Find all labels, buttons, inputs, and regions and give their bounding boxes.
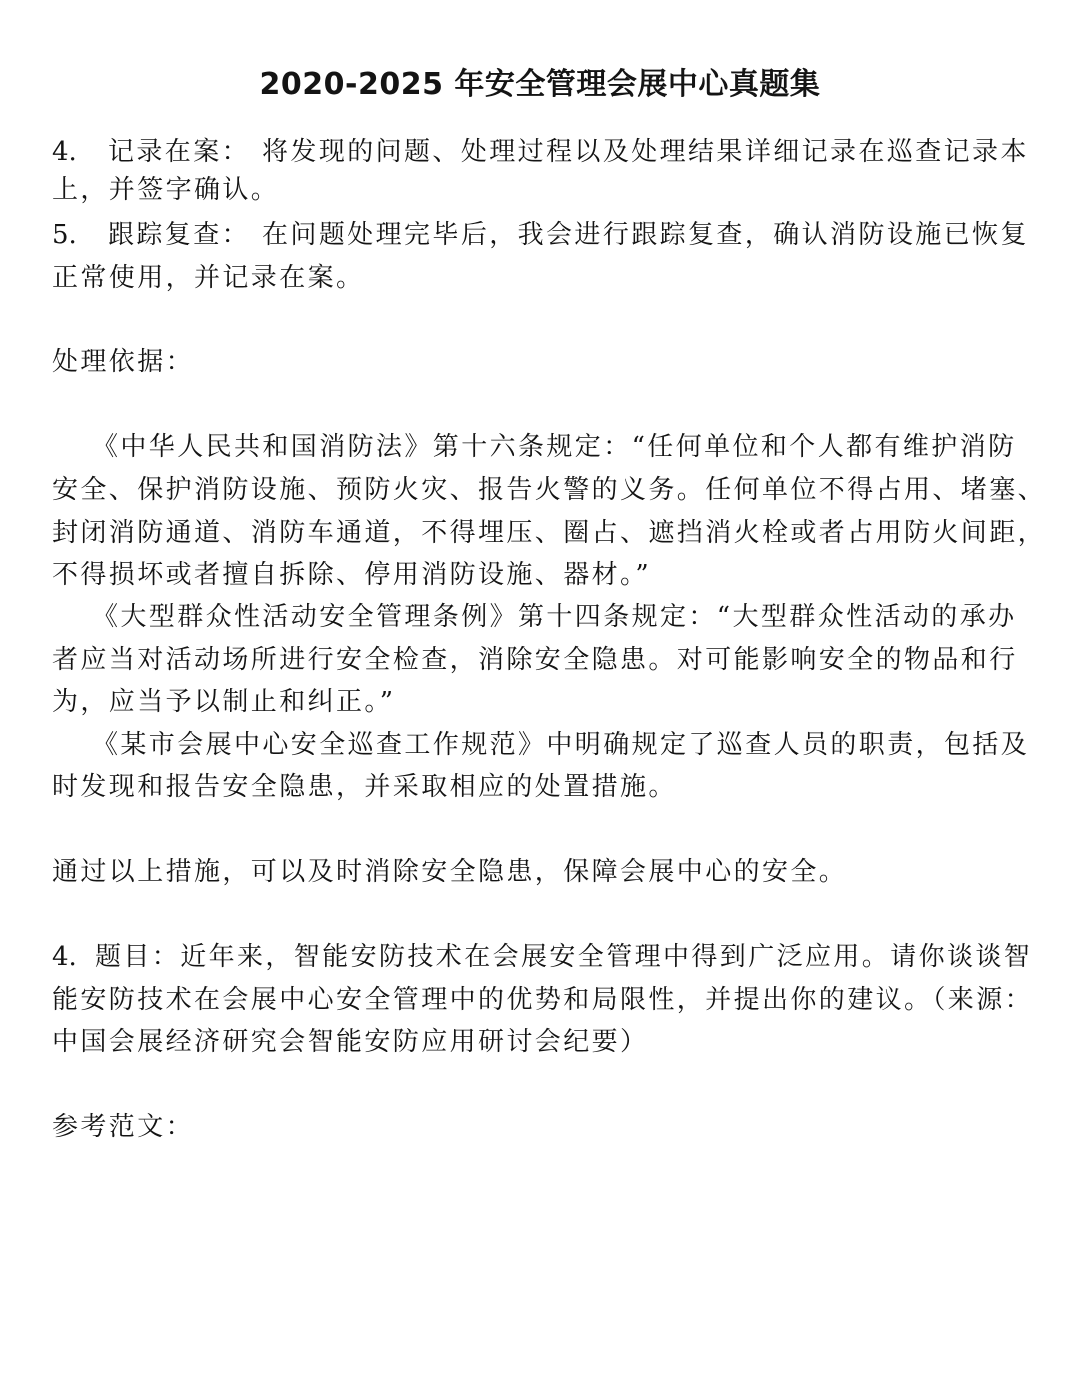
step-number: 4. [52,137,77,167]
basis-paragraph-2-line: 者应当对活动场所进行安全检查，消除安全隐患。对可能影响安全的物品和行 [52,645,1018,675]
basis-paragraph-1-line: 不得损坏或者擅自拆除、停用消防设施、器材。” [52,560,652,590]
step-4-continuation: 上，并签字确认。 [52,175,280,205]
page-title: 2020-2025 年安全管理会展中心真题集 [259,67,821,102]
reference-heading: 参考范文： [52,1112,195,1142]
step-text: 将发现的问题、处理过程以及处理结果详细记录在巡查记录本 [262,137,1029,167]
basis-paragraph-1-line: 安全、保护消防设施、预防火灾、报告火警的义务。任何单位不得占用、堵塞、 [52,475,1047,505]
step-5-line [52,215,1029,255]
question-line: 中国会展经济研究会智能安防应用研讨会纪要） [52,1027,649,1057]
step-5-continuation: 正常使用，并记录在案。 [52,263,365,293]
step-text: 在问题处理完毕后，我会进行跟踪复查，确认消防设施已恢复 [262,220,1029,250]
basis-paragraph-2-line: 《大型群众性活动安全管理条例》第十四条规定：“大型群众性活动的承办 [92,602,1017,632]
step-label: 跟踪复查： [108,220,251,250]
basis-paragraph-2-line: 为，应当予以制止和纠正。” [52,687,396,717]
question-line: 能安防技术在会展中心安全管理中的优势和局限性，并提出你的建议。（来源： [52,985,1034,1015]
question-line [52,937,1032,977]
conclusion-text: 通过以上措施，可以及时消除安全隐患，保障会展中心的安全。 [52,857,848,887]
question-number: 4. [52,942,77,972]
question-text: 题目：近年来，智能安防技术在会展安全管理中得到广泛应用。请你谈谈智 [95,942,1033,972]
basis-heading: 处理依据： [52,347,195,377]
basis-paragraph-1-line: 《中华人民共和国消防法》第十六条规定：“任何单位和个人都有维护消防 [92,432,1017,462]
step-number: 5. [52,220,77,250]
basis-paragraph-1-line: 封闭消防通道、消防车通道，不得埋压、圈占、遮挡消火栓或者占用防火间距， [52,518,1047,548]
step-4-line [52,132,1029,172]
step-label: 记录在案： [108,137,251,167]
basis-paragraph-3-line: 时发现和报告安全隐患，并采取相应的处置措施。 [52,772,677,802]
basis-paragraph-3-line: 《某市会展中心安全巡查工作规范》中明确规定了巡查人员的职责，包括及 [92,730,1030,760]
